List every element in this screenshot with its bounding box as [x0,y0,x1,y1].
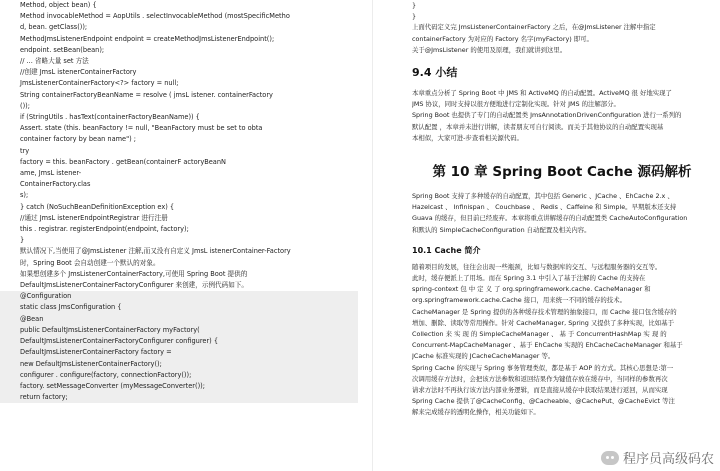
text-line: containerFactory 为对应的 Factory 名字(myFactory) 即可。 [412,34,593,43]
left-page [0,0,358,471]
text-line: factory = this. beanFactory . getBean(containerF actoryBeanN [20,157,226,166]
text-line: d, bean. getClass()); [20,23,88,32]
text-line: DefaultJmsListenerContainerFactoryConfigurer 来创建，示例代码如下。 [20,281,249,290]
chapter-intro-paragraph [412,191,712,236]
chat-bubble-icon [601,451,619,465]
code-line: @Bean [0,314,358,325]
text-line: Collection 来 实 现 的 SimpleCacheManager 、 基 于 ConcurrentHashMap 实 现 的 [412,330,667,339]
text-line: CacheManager 是 Spring 提供的各种缓存技术管理的抽象接口，而 Cache 接口包含缓存的 [412,307,677,316]
text-line: try [20,146,30,155]
code-line: static class JmsConfiguration { [0,302,358,313]
right-page [412,0,712,471]
text-line: Assert. state (this. beanFactory != null, "BeanFactory must be set to obta [20,124,263,133]
code-line: public DefaultJmsListenerContainerFactory myFactory( [0,325,358,336]
text-line: 时，Spring Boot 会自动创建一个默认的对象。 [20,258,160,267]
top-code-block [412,0,712,22]
cache-paragraph-2 [412,307,712,363]
text-line: 解来完成缓存的透明化操作，相关功能如下。 [412,408,540,417]
text-line: 默认配置 ，本章并未进行讲解，读者朋友可自行阅读。而关于其他协议的自动配置实现基 [412,122,664,131]
text-line: 本相似，大家可进-步查看相关源代码。 [412,133,523,142]
text-line: spring-context 包 中 定 义 了 org.springframework.cache. CacheManager 和 [412,285,651,294]
text-line: 和默认的 SimpleCacheConfiguration 自动配置及相关内容。 [412,225,591,234]
text-line: Method invocableMethod = AopUtils . selectInvocableMethod (mostSpecificMetho [20,12,290,21]
left-page-lines [0,0,358,403]
text-line: JCache 标准实现的 JCacheCacheManager 等。 [412,352,555,361]
text-line: //创建 JmsL istenerContainerFactory [20,68,137,77]
code-line: DefaultJmsListenerContainerFactory factory = [0,347,358,358]
text-line: } catch (NoSuchBeanDefinitionException ex) { [20,202,175,211]
code-line: DefaultJmsListenerContainerFactoryConfigurer configurer) { [0,336,358,347]
text-line: if (StringUtils . hasText(containerFactoryBeanName)) { [20,113,200,122]
text-line: 默认情况下,当使用了@JmsListener 注解,而又没有自定义 JmsL istenerContainer-Factory [20,247,291,256]
code-line: } [412,12,417,21]
text-line: Spring Boot 支持了多种缓存的自动配置，其中包括 Generic 、JCache 、EhCache 2.x 、 [412,192,674,201]
page-divider [372,0,373,471]
code-line: @Configuration [0,291,358,302]
text-line: 本章重点分析了 Spring Boot 中 JMS 和 ActiveMQ 的自动配置。ActiveMQ 很 好地实现了 [412,89,672,98]
section-title: 9.4 小结 [412,66,458,80]
text-line: //通过 JmsL istenerEndpointRegistrar 进行注册 [20,213,168,222]
text-line: this . registrar. registerEndpoint(endpoint, factory); [20,225,189,234]
text-line: 增加、删除、读取等常用操作。针对 CacheManager, Spring 又提供了多种实现，比如基于 [412,318,674,327]
text-line: 请求方法时不再执行该方法内部业务逻辑，而是直接从缓存中获取结果进行返回，从而实现 [412,386,668,395]
text-line: Guava 的缓存，但目前已经废弃。本章将重点讲解缓存的自动配置类 CacheAutoConfiguration [412,214,688,223]
text-line: Hazelcast 、 Infinispan 、 Couchbase 、 Redis 、Caffeine 和 Simple。早期版本还支持 [412,203,677,212]
text-line: MethodJmsListenerEndpoint endpoint = createMethodJmsListenerEndpoint(); [20,34,275,43]
code-line: configurer . configure(factory, connectionFactory()); [0,370,358,381]
watermark [601,448,714,467]
text-line: 上面代码定义完 JmsListenerContainerFactory 之后，在@JmsListener 注解中指定 [412,23,656,32]
text-line: org.springframework.cache.Cache 接口，用来统一不同的缓存的技术。 [412,296,626,305]
text-line: 关于@JmsListener 的使用及原理，我们就讲到这里。 [412,45,567,54]
intro-paragraph [412,22,712,56]
text-line: Spring Cache 的实现与 Spring 事务管理类似，都是基于 AOP 的方式。其核心思想是:第一 [412,363,674,372]
code-line: } [412,1,417,9]
text-line: Concurrent-MapCacheManager 、基于 EhCache 实现的 EhCacheCacheManager 和基于 [412,341,683,350]
summary-paragraph-2 [412,110,712,144]
text-line: ()); [20,101,30,110]
text-line: Method, object bean) { [20,1,97,9]
text-line: Spring Cache 提供了@CacheConfig、@Cacheable、@CachePut、@CacheEvict 等注 [412,397,675,406]
text-line: 此时，缓存便派上了用场。而在 Spring 3.1 中引入了基于注解的 Cache 的支持在 [412,274,646,283]
text-line: // ... 省略大量 set 方法 [20,57,89,66]
chapter-title: 第 10 章 Spring Boot Cache 源码解析 [432,164,692,181]
code-line: factory. setMessageConverter (myMessageConverter()); [0,381,358,392]
text-line: endpoint. setBean(bean); [20,45,105,54]
code-line: return factory; [0,392,358,403]
cache-paragraph-3 [412,363,712,419]
text-line: Spring Boot 也提供了专门的自动配置类 JmsAnnotationDrivenConfiguration 进行一系列的 [412,111,682,120]
text-line: ame, JmsL istener- [20,169,82,178]
text-line: JmsListenerContainerFactory<?> factory = null; [20,79,179,88]
text-line: 如果想创建多个 JmsListenerContainerFactory,可使用 Spring Boot 提供的 [20,269,248,278]
text-line: ContainerFactory.clas [20,180,91,189]
text-line: JMS 协议，同时支持以很方便地进行定制化实现。针对 JMS 的注解部分。 [412,100,620,109]
text-line: String containerFactoryBeanName = resolve ( jmsL istener. containerFactory [20,90,273,99]
cache-paragraph-1 [412,262,712,307]
text-line: 次调用缓存方法时，会把该方法参数和返回结果作为键值存放在缓存中，当同样的参数再次 [412,374,668,383]
subsection-title: 10.1 Cache 简介 [412,245,481,255]
text-line: container factory by bean name") ; [20,135,137,144]
watermark-text: 程序员高级码农 [622,452,714,467]
summary-paragraph-1 [412,88,712,110]
text-line: s); [20,191,29,200]
text-line: 随着项目的发展，往往会出现一些瓶颈，比如与数据库的交互、与远程服务器的交互等。 [412,262,662,271]
text-line: } [20,236,25,245]
code-line: new DefaultJmsListenerContainerFactory(); [0,359,358,370]
